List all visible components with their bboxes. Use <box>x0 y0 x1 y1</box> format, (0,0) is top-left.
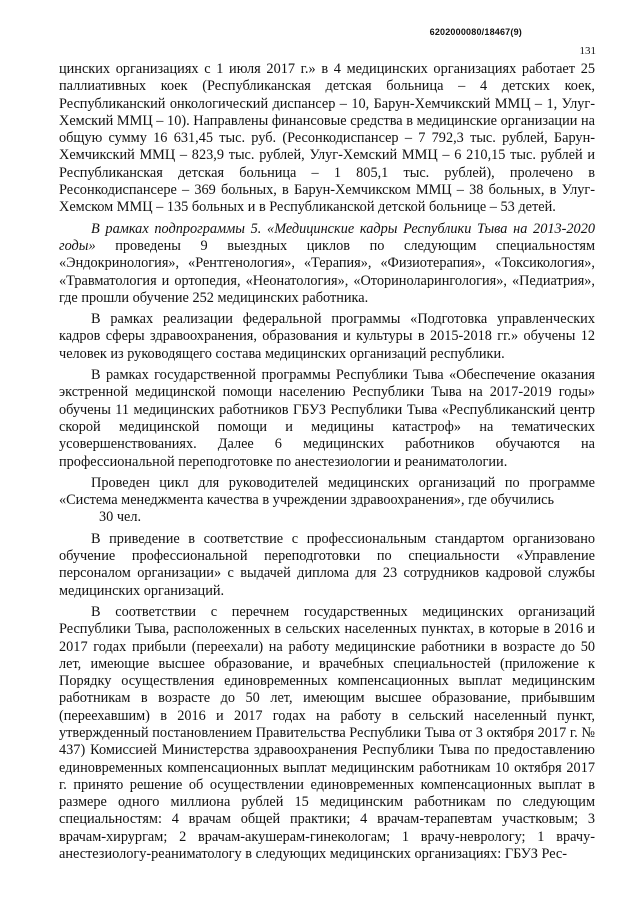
paragraph-text: В приведение в соответствие с профессиональным стандартом организовано обучение профессиональной переподготовки по специальности «Управление персоналом организации» с выдачей диплома для 23 сотрудников кадровой службы медицинских организаций. <box>59 530 595 599</box>
paragraph-text: Проведен цикл для руководителей медицинских организаций по программе «Система менеджмента качества в учреждении здравоохранения», где обучились <box>59 474 595 509</box>
paragraph-text: цинских организациях с 1 июля 2017 г.» в 4 медицинских организациях работает 25 паллиативных коек (Республиканская детская больница – 4 детских коек, Республиканский онкологический диспансер – 10, Барун-Хемчикский ММЦ – 1, Улуг-Хемский ММЦ – 10). Направлены финансовые средства в медицинские организации на общую сумму 16 631,45 тыс. руб. (Ресонкодиспансер – 7 792,3 тыс. рублей, Барун-Хемчикский ММЦ – 823,9 тыс. рублей, Улуг-Хемский ММЦ – 6 210,15 тыс. рублей и Республиканская детская больница – 1 805,1 тыс. рублей), пролечено в Ресонкодиспансере – 369 больных, в Барун-Хемчикском ММЦ – 38 больных, в Улуг-Хемском ММЦ – 135 больных и в Республиканской детской больнице – 53 детей. <box>59 61 595 216</box>
page-number: 131 <box>579 45 596 57</box>
paragraph-quality-management <box>59 475 595 527</box>
paragraph-text: В соответствии с перечнем государственных медицинских организаций Республики Тыва, расположенных в сельских населенных пунктах, в которые в 2016 и 2017 годах прибыли (переехали) на работу медицинские работники в возрасте до 50 лет, имеющие высшее образование, и врачебных специальностей (приложение к Порядку осуществления единовременных компенсационных выплат медицинским работникам в возрасте до 50 лет, имеющим высшее образование, прибывшим (переехавшим) в 2016 и 2017 годах на работу в сельский населенный пункт, утвержденный постановлением Правительства Республики Тыва от 3 октября 2017 г. № 437) Комиссией Министерства здравоохранения Республики Тыва по предоставлению единовременных компенсационных выплат медицинским работникам 10 октября 2017 г. принято решение об осуществлении единовременных компенсационных выплат в размере одного миллиона рублей 15 медицинским работникам по следующим специальностям: 4 врачам общей практики; 4 врачам-терапевтам участковым; 3 врачам-хирургам; 2 врачам-акушерам-гинекологам; 1 врачу-неврологу; 1 врачу-анестезиологу-реаниматологу в следующих медицинских организациях: ГБУЗ Рес- <box>59 603 595 863</box>
paragraph-hr-training <box>59 531 595 600</box>
paragraph-subprogram-5 <box>59 221 595 307</box>
paragraph-text: проведены 9 выездных циклов по следующим специальностям «Эндокринология», «Рентгенология», «Терапия», «Физиотерапия», «Токсикология», «Травматология и ортопедия, «Неонатология», «Оториноларингология», «Педиатрия», где прошли обучение 252 медицинских работника. <box>59 237 595 306</box>
paragraph-tail: 30 чел. <box>99 509 142 526</box>
document-id: 6202000080/18467(9) <box>429 27 522 37</box>
paragraph-compensation-payments <box>59 604 595 863</box>
paragraph-emergency-care <box>59 367 595 471</box>
document-body <box>59 61 595 867</box>
paragraph-palliative-beds <box>59 61 595 217</box>
paragraph-text: В рамках реализации федеральной программы «Подготовка управленческих кадров сферы здравоохранения, образования и культуры в 2015-2018 гг.» обучены 12 человек из руководящего состава медицинских организаций республики. <box>59 311 595 362</box>
paragraph-federal-program <box>59 311 595 363</box>
paragraph-text: В рамках государственной программы Республики Тыва «Обеспечение оказания экстренной медицинской помощи населению Республики Тыва на 2017-2019 годы» обучены 11 медицинских работников ГБУЗ Республики Тыва «Республиканский центр скорой медицинской помощи и медицины катастроф» на тематических усовершенствованиях. Далее 6 медицинских работников обучаются на профессиональной переподготовке по анестезиологии и реаниматологии. <box>59 367 595 470</box>
paragraph-italic-lead: В рамках подпрограммы 5. «Медицинские кадры Республики Тыва на 2013-2020 годы» <box>59 220 595 254</box>
